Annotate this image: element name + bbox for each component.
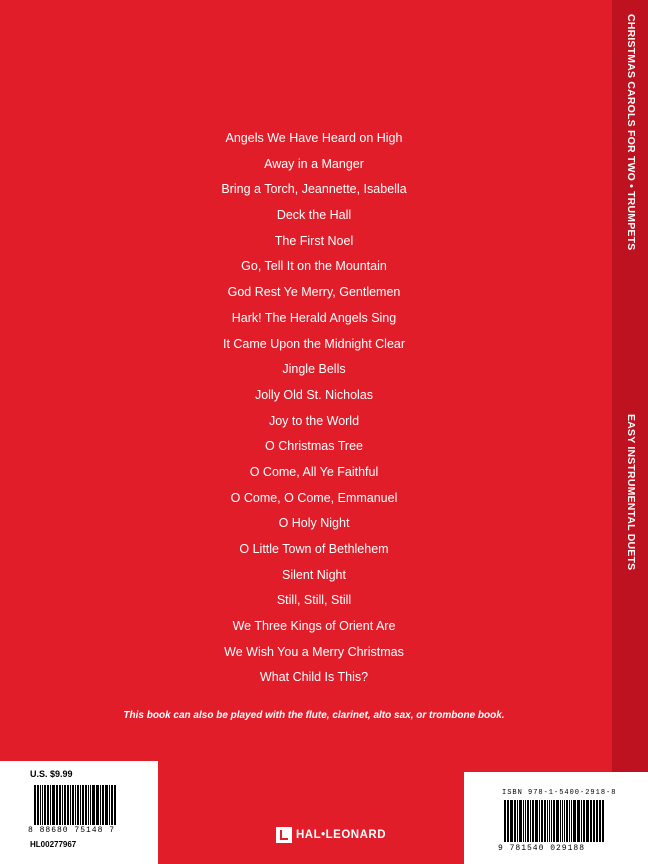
barcode-bar bbox=[547, 800, 548, 842]
song-item: What Child Is This? bbox=[259, 670, 369, 685]
song-item: O Christmas Tree bbox=[265, 439, 363, 454]
song-item: Deck the Hall bbox=[276, 208, 352, 223]
barcode-bar bbox=[590, 800, 592, 842]
upc-barcode bbox=[34, 785, 124, 825]
barcode-bar bbox=[85, 785, 87, 825]
barcode-bar bbox=[64, 785, 66, 825]
barcode-bar bbox=[56, 785, 58, 825]
barcode-bar bbox=[525, 800, 526, 842]
barcode-bar bbox=[553, 800, 555, 842]
song-item: Still, Still, Still bbox=[276, 593, 352, 608]
barcode-bar bbox=[111, 785, 113, 825]
song-item: Jolly Old St. Nicholas bbox=[254, 387, 374, 402]
barcode-bar bbox=[114, 785, 116, 825]
barcode-bar bbox=[37, 785, 39, 825]
barcode-bar bbox=[560, 800, 561, 842]
song-item: Bring a Torch, Jeannette, Isabella bbox=[221, 182, 407, 197]
barcode-bar bbox=[52, 785, 55, 825]
barcode-bar bbox=[549, 800, 550, 842]
song-item: It Came Upon the Midnight Clear bbox=[222, 336, 406, 351]
hl-product-number: HL00277967 bbox=[30, 840, 77, 849]
publisher-name: HAL•LEONARD bbox=[296, 829, 387, 841]
spine-series: EASY INSTRUMENTAL DUETS bbox=[625, 414, 637, 571]
barcode-bar bbox=[532, 800, 534, 842]
barcode-bar bbox=[527, 800, 529, 842]
barcode-bar bbox=[50, 785, 51, 825]
barcode-bar bbox=[504, 800, 506, 842]
barcode-bar bbox=[96, 785, 99, 825]
song-item: Jingle Bells bbox=[282, 362, 346, 377]
barcode-bar bbox=[90, 785, 91, 825]
barcode-bar bbox=[539, 800, 540, 842]
barcode-bar bbox=[510, 800, 513, 842]
barcode-bar bbox=[564, 800, 565, 842]
barcode-bar bbox=[47, 785, 49, 825]
barcode-bar bbox=[535, 800, 538, 842]
barcode-bar bbox=[82, 785, 84, 825]
hal-leonard-logo-icon bbox=[276, 827, 292, 843]
song-list bbox=[0, 126, 628, 691]
song-item: O Come, O Come, Emmanuel bbox=[230, 490, 398, 505]
barcode-bar bbox=[105, 785, 108, 825]
barcode-bar bbox=[507, 800, 509, 842]
song-item: O Come, All Ye Faithful bbox=[249, 464, 379, 479]
barcode-bar bbox=[577, 800, 580, 842]
barcode-bar bbox=[602, 800, 604, 842]
song-item: The First Noel bbox=[274, 233, 354, 248]
isbn-box bbox=[464, 772, 648, 864]
instrument-note: This book can also be played with the flute, clarinet, alto sax, or trombone book. bbox=[123, 710, 505, 721]
barcode-bar bbox=[573, 800, 576, 842]
song-item: Angels We Have Heard on High bbox=[225, 131, 403, 145]
barcode-bar bbox=[59, 785, 61, 825]
song-item: God Rest Ye Merry, Gentlemen bbox=[227, 285, 401, 300]
price-upc-box bbox=[0, 761, 158, 864]
barcode-bar bbox=[42, 785, 43, 825]
barcode-bar bbox=[551, 800, 552, 842]
barcode-bar bbox=[571, 800, 572, 842]
isbn-label: ISBN 978-1-5400-2918-8 bbox=[502, 789, 617, 797]
publisher-logo bbox=[276, 827, 386, 843]
barcode-bar bbox=[581, 800, 582, 842]
barcode-bar bbox=[77, 785, 79, 825]
song-item: Hark! The Herald Angels Sing bbox=[231, 310, 397, 325]
barcode-bar bbox=[593, 800, 595, 842]
barcode-bar bbox=[72, 785, 74, 825]
barcode-bar bbox=[544, 800, 546, 842]
barcode-bar bbox=[80, 785, 81, 825]
barcode-bar bbox=[67, 785, 69, 825]
barcode-bar bbox=[70, 785, 71, 825]
barcode-bar bbox=[519, 800, 522, 842]
barcode-bar bbox=[109, 785, 110, 825]
song-item: Silent Night bbox=[282, 567, 346, 582]
song-item: We Wish You a Merry Christmas bbox=[224, 644, 404, 659]
spine-title: CHRISTMAS CAROLS FOR TWO • TRUMPETS bbox=[625, 14, 637, 251]
barcode-bar bbox=[566, 800, 568, 842]
barcode-bar bbox=[514, 800, 516, 842]
barcode-bar bbox=[92, 785, 95, 825]
upc-number: 8 88680 75148 7 bbox=[28, 826, 116, 835]
barcode-bar bbox=[586, 800, 589, 842]
song-item: Joy to the World bbox=[268, 413, 360, 428]
barcode-bar bbox=[556, 800, 559, 842]
price-label: U.S. $9.99 bbox=[30, 769, 73, 779]
barcode-bar bbox=[44, 785, 46, 825]
barcode-bar bbox=[599, 800, 601, 842]
barcode-bar bbox=[596, 800, 598, 842]
song-item: Go, Tell It on the Mountain bbox=[241, 259, 387, 274]
barcode-bar bbox=[523, 800, 524, 842]
song-item: O Holy Night bbox=[278, 516, 350, 531]
song-item: Away in a Manger bbox=[264, 156, 364, 171]
isbn-barcode bbox=[504, 800, 614, 842]
barcode-bar bbox=[62, 785, 63, 825]
ean-number: 9 781540 029188 bbox=[498, 844, 586, 853]
barcode-bar bbox=[569, 800, 570, 842]
barcode-bar bbox=[40, 785, 41, 825]
barcode-bar bbox=[583, 800, 585, 842]
song-item: O Little Town of Bethlehem bbox=[239, 542, 389, 556]
barcode-bar bbox=[517, 800, 518, 842]
barcode-bar bbox=[34, 785, 36, 825]
barcode-bar bbox=[88, 785, 89, 825]
barcode-bar bbox=[100, 785, 101, 825]
barcode-bar bbox=[562, 800, 563, 842]
song-item: We Three Kings of Orient Are bbox=[232, 619, 396, 634]
barcode-bar bbox=[541, 800, 543, 842]
barcode-bar bbox=[75, 785, 76, 825]
barcode-bar bbox=[530, 800, 531, 842]
barcode-bar bbox=[102, 785, 104, 825]
